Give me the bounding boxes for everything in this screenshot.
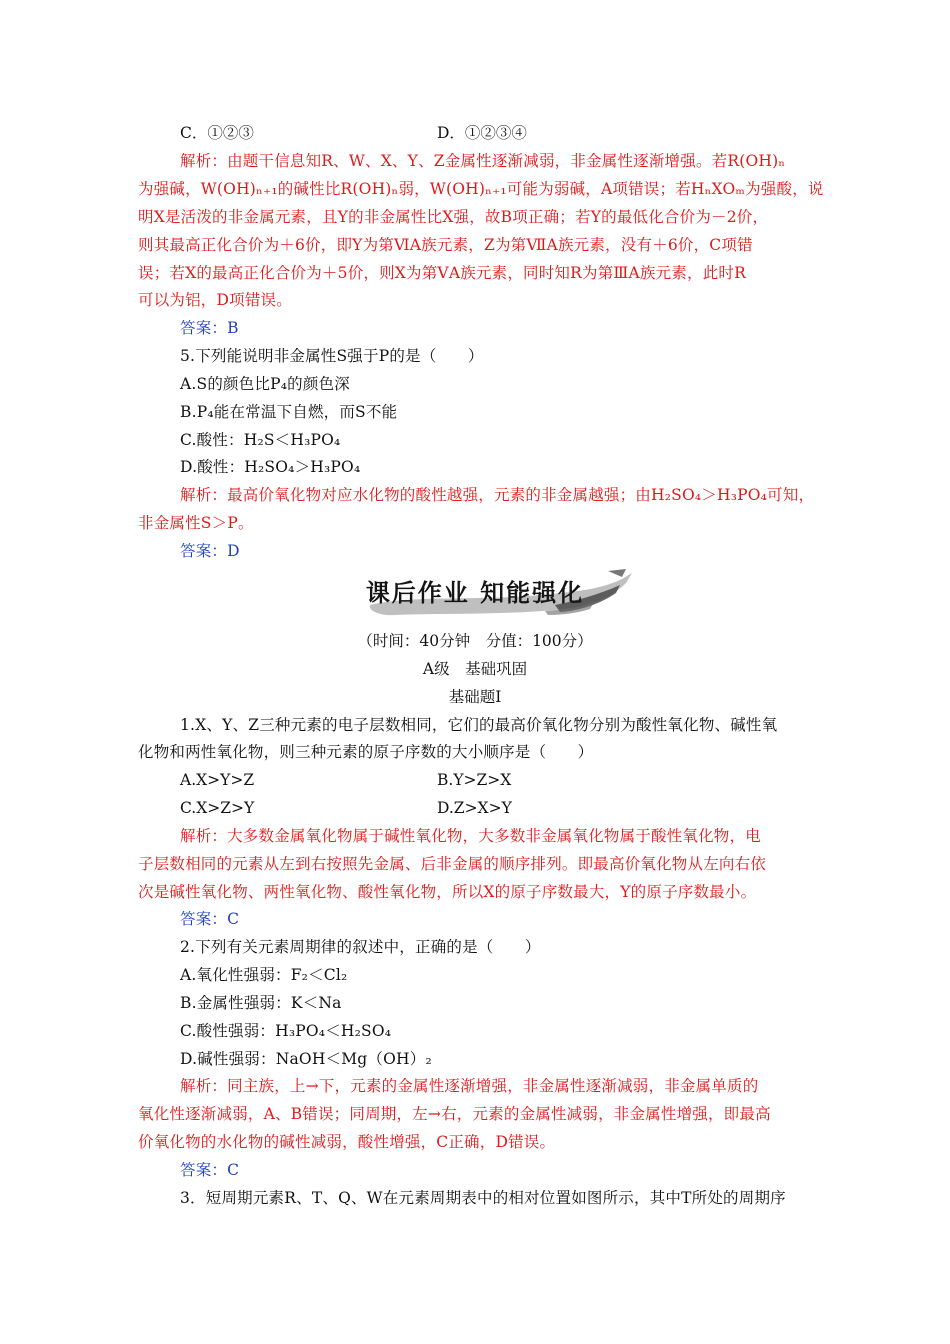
q4-analysis-line-6: 可以为铝，D项错误。 [138, 291, 292, 309]
level-heading: A级 基础巩固 [422, 660, 528, 678]
q1-stem-line-1: 1.X、Y、Z三种元素的电子层数相同，它们的最高价氧化物分别为酸性氧化物、碱性氧 [180, 716, 778, 734]
q1-stem-line-2: 化物和两性氧化物，则三种元素的原子序数的大小顺序是（ ） [138, 743, 594, 761]
q4-options-row [180, 123, 820, 143]
q5-analysis-line-2: 非金属性S＞P。 [138, 514, 254, 532]
q2-analysis-line-1: 解析：同主族，上→下，元素的金属性逐渐增强，非金属性逐渐减弱，非金属单质的 [180, 1077, 759, 1095]
q1-analysis-line-2: 子层数相同的元素从左到右按照先金属、后非金属的顺序排列。即最高价氧化物从左向右依 [138, 855, 767, 873]
q2-option-a: A.氧化性强弱：F₂＜Cl₂ [180, 966, 348, 984]
q5-option-c: C.酸性：H₂S＜H₃PO₄ [180, 431, 341, 449]
q1-options-row-2 [180, 798, 820, 818]
time-info: （时间：40分钟 分值：100分） [357, 632, 593, 650]
q4-analysis-line-2: 为强碱，W(OH)ₙ₊₁的碱性比R(OH)ₙ弱，W(OH)ₙ₊₁可能为弱碱，A项错误；若HₙXOₘ为强酸，说 [138, 180, 824, 198]
q4-analysis-line-5: 误；若X的最高正化合价为＋5价，则X为第ⅤA族元素，同时知R为第ⅢA族元素，此时R [138, 264, 747, 282]
q2-option-d: D.碱性强弱：NaOH＜Mg（OH）₂ [180, 1050, 432, 1068]
q4-analysis-line-4: 则其最高正化合价为＋6价，即Y为第ⅥA族元素，Z为第ⅦA族元素，没有＋6价，C项错 [138, 236, 753, 254]
q4-analysis-line-1: 解析：由题干信息知R、W、X、Y、Z金属性逐渐减弱，非金属性逐渐增强。若R(OH)ₙ [180, 152, 786, 170]
q1-options-row-1 [180, 770, 820, 790]
group-heading: 基础题Ⅰ [448, 688, 502, 706]
section-banner [340, 565, 640, 621]
q3-stem-line-1: 3．短周期元素R、T、Q、W在元素周期表中的相对位置如图所示，其中T所处的周期序 [180, 1189, 786, 1207]
section-banner-title: 课后作业 知能强化 [365, 579, 585, 607]
q5-option-a: A.S的颜色比P₄的颜色深 [180, 375, 350, 393]
q1-option-b: B.Y>Z>X [437, 771, 512, 789]
q4-option-d: D．①②③④ [437, 124, 527, 142]
q5-stem: 5.下列能说明非金属性S强于P的是（ ） [180, 347, 484, 365]
q4-answer: 答案：B [180, 319, 239, 337]
q2-stem: 2.下列有关元素周期律的叙述中，正确的是（ ） [180, 938, 541, 956]
q4-analysis-line-3: 明X是活泼的非金属元素，且Y的非金属性比X强，故B项正确；若Y的最低化合价为－2价， [138, 208, 769, 226]
q1-option-a: A.X>Y>Z [180, 771, 255, 789]
q2-option-c: C.酸性强弱：H₃PO₄＜H₂SO₄ [180, 1022, 392, 1040]
q2-answer: 答案：C [180, 1161, 240, 1179]
q5-option-d: D.酸性：H₂SO₄＞H₃PO₄ [180, 458, 361, 476]
q1-option-d: D.Z>X>Y [437, 799, 512, 817]
q5-answer: 答案：D [180, 542, 240, 560]
q1-answer: 答案：C [180, 910, 240, 928]
q5-option-b: B.P₄能在常温下自燃，而S不能 [180, 403, 398, 421]
q5-analysis-line-1: 解析：最高价氧化物对应水化物的酸性越强，元素的非金属越强；由H₂SO₄＞H₃PO₄可知， [180, 486, 815, 504]
q2-analysis-line-3: 价氧化物的水化物的碱性减弱，酸性增强，C正确，D错误。 [138, 1133, 556, 1151]
q2-option-b: B.金属性强弱：K＜Na [180, 994, 342, 1012]
q1-analysis-line-1: 解析：大多数金属氧化物属于碱性氧化物，大多数非金属氧化物属于酸性氧化物，电 [180, 827, 761, 845]
q2-analysis-line-2: 氧化性逐渐减弱，A、B错误；同周期，左→右，元素的金属性减弱，非金属性增强，即最高 [138, 1105, 771, 1123]
q1-analysis-line-3: 次是碱性氧化物、两性氧化物、酸性氧化物，所以X的原子序数最大，Y的原子序数最小。 [138, 883, 757, 901]
q4-option-c: C．①②③ [180, 124, 254, 142]
q1-option-c: C.X>Z>Y [180, 799, 255, 817]
